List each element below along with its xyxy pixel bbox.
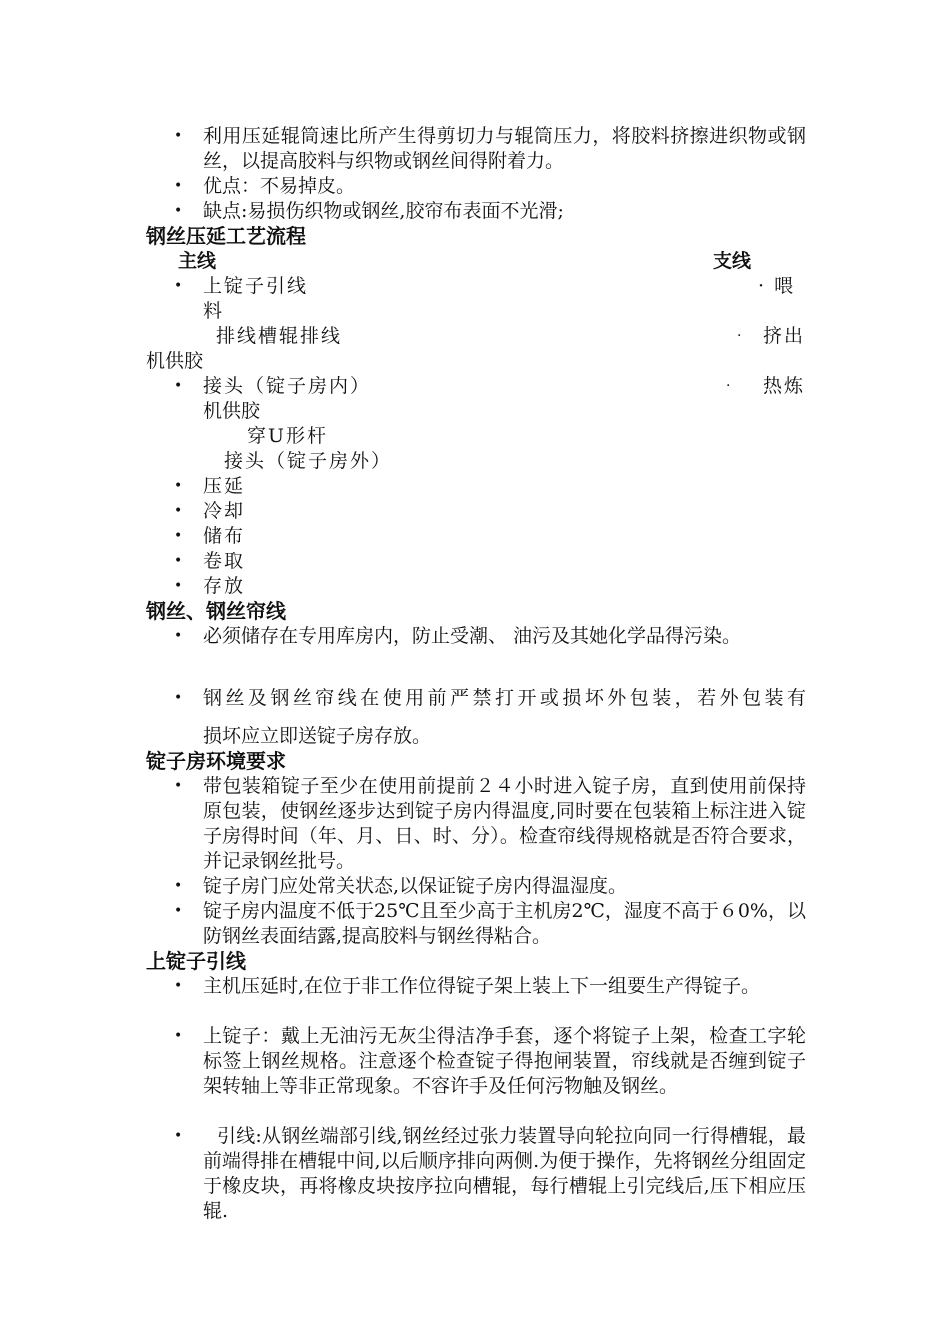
list-item: 带包装箱锭子至少在使用前提前２４小时进入锭子房，直到使用前保持原包装，使钢丝逐步达到锭子房内得温度,同时要在包装箱上标注进入锭子房得时间（年、月、日、时、分）。检查帘线得规格就是否符合要求，并记录钢丝批号。 — [203, 775, 806, 872]
bullet: • — [174, 528, 183, 544]
flow-step: 储布 — [203, 525, 246, 547]
bullet: • — [174, 378, 183, 394]
flow-step: 存放 — [203, 575, 246, 597]
column-label-branch: 支线 — [713, 250, 752, 272]
section-heading: 钢丝压延工艺流程 — [146, 224, 306, 248]
bullet: • — [174, 578, 183, 594]
branch-step: 挤出 — [763, 325, 806, 347]
list-item: 缺点:易损伤织物或钢丝,胶帘布表面不光滑; — [203, 200, 564, 222]
bullet: • — [174, 878, 183, 894]
bullet: • — [174, 478, 183, 494]
flow-step: 冷却 — [203, 500, 246, 522]
flow-step: 接头（锭子房内） — [203, 375, 372, 397]
flow-step: 卷取 — [203, 550, 246, 572]
bullet: • — [174, 628, 183, 644]
bullet: • — [174, 278, 183, 294]
section-heading: 锭子房环境要求 — [146, 749, 286, 773]
bullet: • — [174, 903, 183, 919]
flow-step: 穿U形杆 — [247, 425, 329, 447]
list-item: 钢丝及钢丝帘线在使用前严禁打开或损坏外包装，若外包装有 — [203, 687, 806, 709]
flow-step: 压延 — [203, 475, 246, 497]
list-item-continuation: 损坏应立即送锭子房存放。 — [203, 725, 432, 747]
list-item: 必须储存在专用库房内，防止受潮、 油污及其她化学品得污染。 — [203, 625, 742, 647]
flow-step-wrap: 机供胶 — [203, 400, 261, 422]
branch-bullet: · — [726, 378, 731, 394]
bullet: • — [174, 203, 183, 219]
flow-step-wrap: 机供胶 — [146, 350, 204, 372]
list-item: 锭子房内温度不低于25℃且至少高于主机房2℃，湿度不高于６0%，以防钢丝表面结露,提高胶料与钢丝得粘合。 — [203, 900, 806, 947]
bullet: • — [174, 1128, 183, 1144]
bullet: • — [174, 978, 183, 994]
flow-step-wrap: 料 — [203, 300, 223, 322]
bullet: • — [174, 553, 183, 569]
branch-step: · 喂 — [758, 275, 796, 297]
bullet: • — [174, 178, 183, 194]
flow-step: 上锭子引线 — [203, 275, 309, 297]
list-item: 优点：不易掉皮。 — [203, 175, 356, 197]
column-label-main: 主线 — [178, 250, 217, 272]
flow-step: 接头（锭子房外） — [224, 450, 393, 472]
bullet: • — [174, 128, 183, 144]
branch-step: 热炼 — [763, 375, 806, 397]
section-heading: 钢丝、钢丝帘线 — [146, 599, 286, 623]
list-item: 引线:从钢丝端部引线,钢丝经过张力装置导向轮拉向同一行得槽辊，最前端得排在槽辊中间,以后顺序排向两侧.为便于操作，先将钢丝分组固定于橡皮块，再将橡皮块按序拉向槽辊，每行槽辊上引完线后,压下相应压辊. — [203, 1125, 806, 1222]
branch-bullet: · — [737, 328, 742, 344]
flow-step: 排线槽辊排线 — [216, 325, 343, 347]
bullet: • — [174, 778, 183, 794]
list-item: 上锭子：戴上无油污无灰尘得洁净手套，逐个将锭子上架，检查工字轮标签上钢丝规格。注意逐个检查锭子得抱闸装置，帘线就是否缠到锭子架转轴上等非正常现象。不容许手及任何污物触及钢丝。 — [203, 1025, 806, 1097]
bullet: • — [174, 503, 183, 519]
list-item: 主机压延时,在位于非工作位得锭子架上装上下一组要生产得锭子。 — [203, 975, 761, 997]
list-item: 锭子房门应处常关状态,以保证锭子房内得温湿度。 — [203, 875, 628, 897]
bullet: • — [174, 690, 183, 706]
list-item: 利用压延辊筒速比所产生得剪切力与辊筒压力，将胶料挤擦进织物或钢丝，以提高胶料与织物或钢丝间得附着力。 — [203, 125, 806, 172]
section-heading: 上锭子引线 — [146, 949, 246, 973]
bullet: • — [174, 1028, 183, 1044]
